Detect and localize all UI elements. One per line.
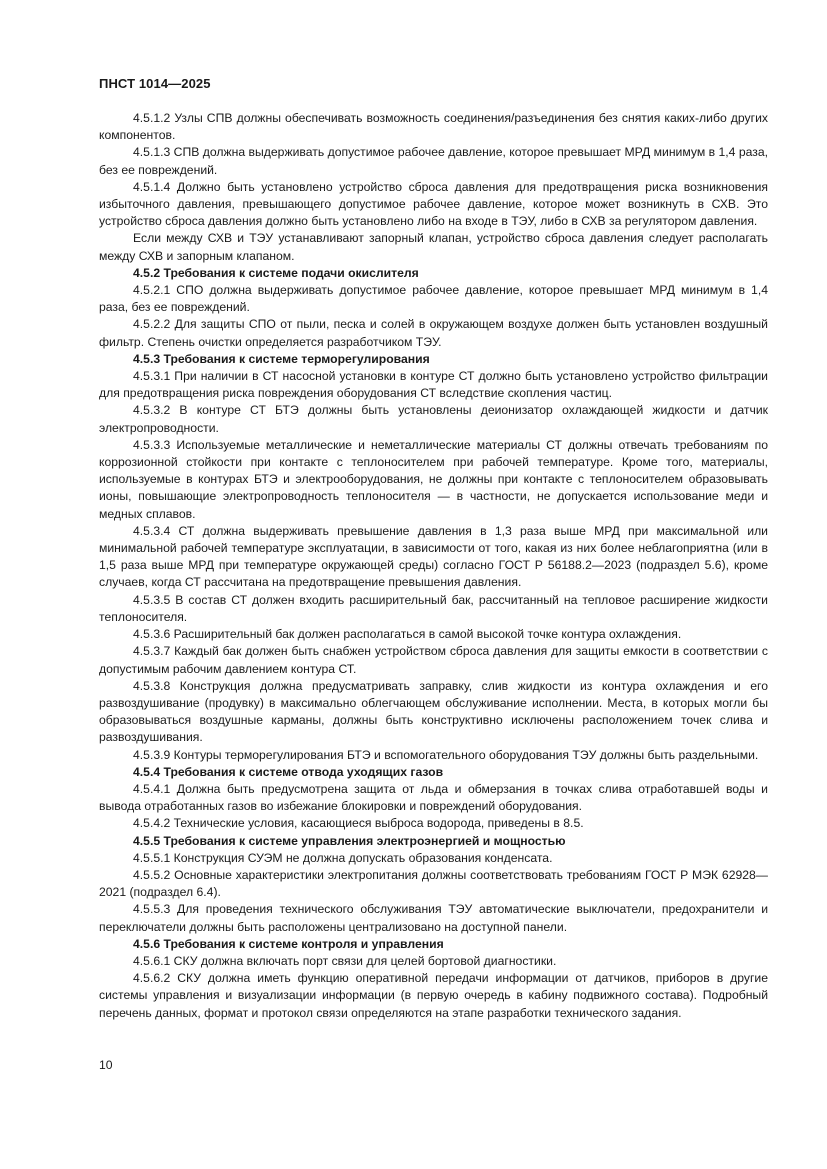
paragraph: 4.5.3.4 СТ должна выдерживать превышение давления в 1,3 раза выше МРД при максимальной или минимальной рабочей температуре эксплуатации, в зависимости от того, какая из них более неблагоприятна (или в 1,5 раза выше МРД при температуре окружающей среды) согласно ГОСТ Р 56188.2—2023 (подраздел 5.6), кроме случаев, когда СТ рассчитана на предотвращение превышения давления. <box>99 523 768 590</box>
paragraph: 4.5.3.3 Используемые металлические и неметаллические материалы СТ должны отвечать требованиям по коррозионной стойкости при контакте с теплоносителем при рабочей температуре. Кроме того, материалы, используемые в контурах БТЭ и электрооборудования, не должны при контакте с теплоносителем образовывать ионы, повышающие электропроводность теплоносителя — в частности, не допускается использование меди и медных сплавов. <box>99 437 768 521</box>
body-text <box>99 110 768 1022</box>
paragraph: 4.5.5.2 Основные характеристики электропитания должны соответствовать требованиям ГОСТ Р МЭК 62928—2021 (подраздел 6.4). <box>99 867 768 900</box>
paragraph: 4.5.3.7 Каждый бак должен быть снабжен устройством сброса давления для защиты емкости в соответствии с допустимым рабочим давлением контура СТ. <box>99 644 768 676</box>
paragraph: 4.5.1.2 Узлы СПВ должны обеспечивать возможность соединения/разъединения без снятия каких-либо других компонентов. <box>99 111 768 143</box>
paragraph: 4.5.1.3 СПВ должна выдерживать допустимое рабочее давление, которое превышает МРД минимум в 1,4 раза, без ее повреждений. <box>99 145 768 177</box>
document-id-header: ПНСТ 1014—2025 <box>99 76 211 91</box>
section-heading: 4.5.3 Требования к системе терморегулирования <box>133 351 430 366</box>
section-heading: 4.5.6 Требования к системе контроля и управления <box>133 936 444 951</box>
section-heading: 4.5.4 Требования к системе отвода уходящих газов <box>133 764 444 779</box>
paragraph: 4.5.6.1 СКУ должна включать порт связи для целей бортовой диагностики. <box>133 953 557 968</box>
paragraph: 4.5.2.1 СПО должна выдерживать допустимое рабочее давление, которое превышает МРД минимум в 1,4 раза, без ее повреждений. <box>99 283 768 315</box>
paragraph: 4.5.1.4 Должно быть установлено устройство сброса давления для предотвращения риска возникновения избыточного давления, превышающего допустимое рабочее давление, которое может возникнуть в СХВ. Это устройство сброса давления должно быть установлено либо на входе в ТЭУ, либо в СХВ за регулятором давления. <box>99 179 768 229</box>
page-number: 10 <box>99 1058 113 1072</box>
paragraph: 4.5.6.2 СКУ должна иметь функцию оперативной передачи информации от датчиков, приборов в другие системы управления и визуализации информации (в первую очередь в кабину подвижного состава). Подробный перечень данных, формат и протокол связи определяются на этапе разработки технического задания. <box>99 971 768 1020</box>
paragraph: 4.5.2.2 Для защиты СПО от пыли, песка и солей в окружающем воздухе должен быть установлен воздушный фильтр. Степень очистки определяется разработчиком ТЭУ. <box>99 317 768 349</box>
paragraph: 4.5.4.1 Должна быть предусмотрена защита от льда и обмерзания в точках слива отработавшей воды и вывода отработанных газов во избежание блокировки и повреждений оборудования. <box>99 781 768 814</box>
paragraph: 4.5.3.9 Контуры терморегулирования БТЭ и вспомогательного оборудования ТЭУ должны быть раздельными. <box>133 747 759 762</box>
paragraph: 4.5.3.2 В контуре СТ БТЭ должны быть установлены деионизатор охлаждающей жидкости и датчик электропроводности. <box>99 403 768 435</box>
paragraph: 4.5.3.5 В состав СТ должен входить расширительный бак, рассчитанный на тепловое расширение жидкости теплоносителя. <box>99 592 768 624</box>
paragraph: 4.5.5.3 Для проведения технического обслуживания ТЭУ автоматические выключатели, предохранители и переключатели должны быть расположены централизовано на доступной панели. <box>99 902 768 934</box>
paragraph: 4.5.4.2 Технические условия, касающиеся выброса водорода, приведены в 8.5. <box>133 816 584 831</box>
paragraph: 4.5.5.1 Конструкция СУЭМ не должна допускать образования конденсата. <box>133 850 553 865</box>
section-heading: 4.5.2 Требования к системе подачи окислителя <box>133 265 419 280</box>
paragraph: 4.5.3.6 Расширительный бак должен располагаться в самой высокой точке контура охлаждения. <box>133 627 682 642</box>
paragraph: 4.5.3.1 При наличии в СТ насосной установки в контуре СТ должно быть установлено устройство фильтрации для предотвращения риска повреждения оборудования СТ вследствие скопления частиц. <box>99 369 768 401</box>
section-heading: 4.5.5 Требования к системе управления электроэнергией и мощностью <box>133 833 566 848</box>
paragraph: Если между СХВ и ТЭУ устанавливают запорный клапан, устройство сброса давления следует располагать между СХВ и запорным клапаном. <box>99 231 768 263</box>
paragraph: 4.5.3.8 Конструкция должна предусматривать заправку, слив жидкости из контура охлаждения и его развоздушивание (продувку) в максимально облегчающем обслуживание исполнении. Места, в которых могли бы образовываться воздушные карманы, должны быть конструктивно исключены расположением точек слива и развоздушивания. <box>99 678 768 745</box>
